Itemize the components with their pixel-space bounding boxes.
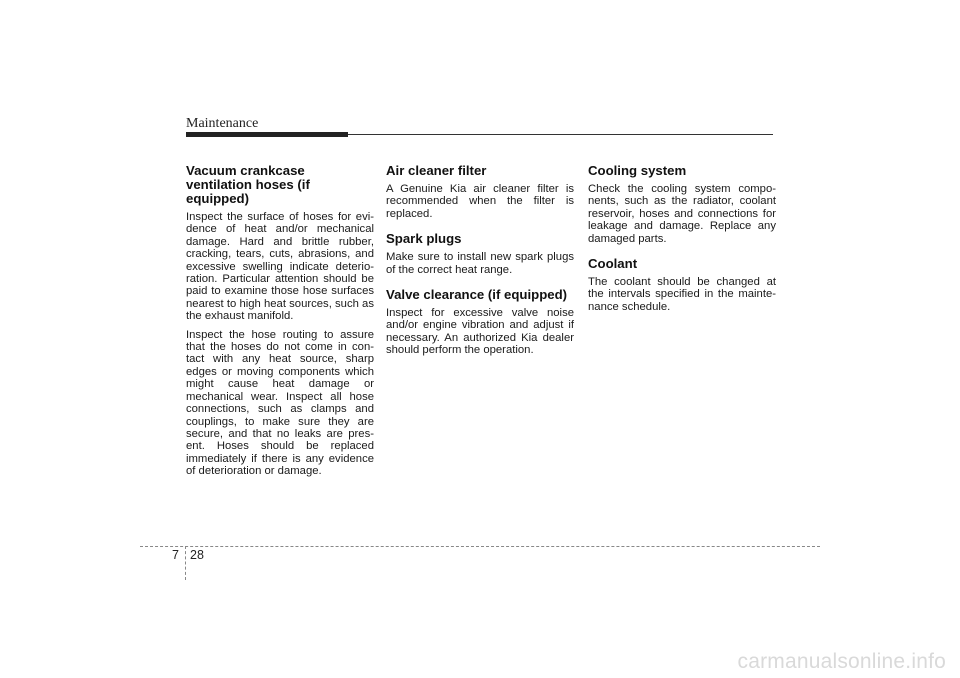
section-vacuum-hoses bbox=[186, 164, 374, 478]
column-1 bbox=[186, 164, 374, 490]
page-header-title: Maintenance bbox=[186, 116, 259, 131]
section-paragraph: Make sure to install new spark plugs of the correct heat range. bbox=[386, 251, 574, 276]
section-heading: Valve clearance (if equipped) bbox=[386, 287, 568, 303]
section-paragraph: A Genuine Kia air cleaner filter is recommended when the filter is replaced. bbox=[386, 183, 574, 220]
section-heading: Vacuum crankcase ventilation hoses (if equipped) bbox=[186, 163, 310, 206]
section-heading: Cooling system bbox=[588, 163, 687, 178]
footer-dashed-rule bbox=[140, 546, 820, 547]
page-number: 28 bbox=[190, 548, 204, 562]
column-3 bbox=[588, 164, 776, 325]
site-watermark: carmanualsonline.info bbox=[737, 650, 946, 673]
chapter-number: 7 bbox=[172, 548, 179, 562]
section-cooling-system bbox=[588, 164, 776, 245]
section-paragraph: Inspect the surface of hoses for evi-dence of heat and/or mechanical damage. Hard and brittle rubber, cracking, tears, cuts, abrasions, and excessive swelling indicate deterio-ration. Particular attention should be paid to examine those hose surfaces nearest to high heat sources, such as the exhaust manifold. bbox=[186, 211, 374, 323]
section-paragraph: The coolant should be changed at the intervals specified in the mainte-nance schedule. bbox=[588, 276, 776, 313]
section-paragraph: Inspect the hose routing to assure that the hoses do not come in con-tact with any heat source, sharp edges or moving components which might cause heat damage or mechanical wear. Inspect all hose connections, such as clamps and couplings, to make sure they are secure, and that no leaks are pres-ent. Hoses should be replaced immediately if there is any evidence of deterioration or damage. bbox=[186, 328, 374, 478]
footer-dashed-divider bbox=[185, 546, 186, 580]
section-paragraph: Inspect for excessive valve noise and/or engine vibration and adjust if necessary. An authorized Kia dealer should perform the operation. bbox=[386, 307, 574, 357]
section-air-cleaner bbox=[386, 164, 574, 220]
section-heading: Spark plugs bbox=[386, 231, 462, 247]
section-valve-clearance bbox=[386, 288, 574, 357]
section-paragraph: Check the cooling system compo-nents, such as the radiator, coolant reservoir, hoses and connections for leakage and damage. Replace any damaged parts. bbox=[588, 183, 776, 245]
section-heading: Air cleaner filter bbox=[386, 163, 487, 178]
column-2 bbox=[386, 164, 574, 369]
section-coolant bbox=[588, 257, 776, 313]
section-spark-plugs bbox=[386, 232, 574, 276]
header-accent-bar bbox=[186, 132, 348, 137]
section-heading: Coolant bbox=[588, 256, 638, 272]
